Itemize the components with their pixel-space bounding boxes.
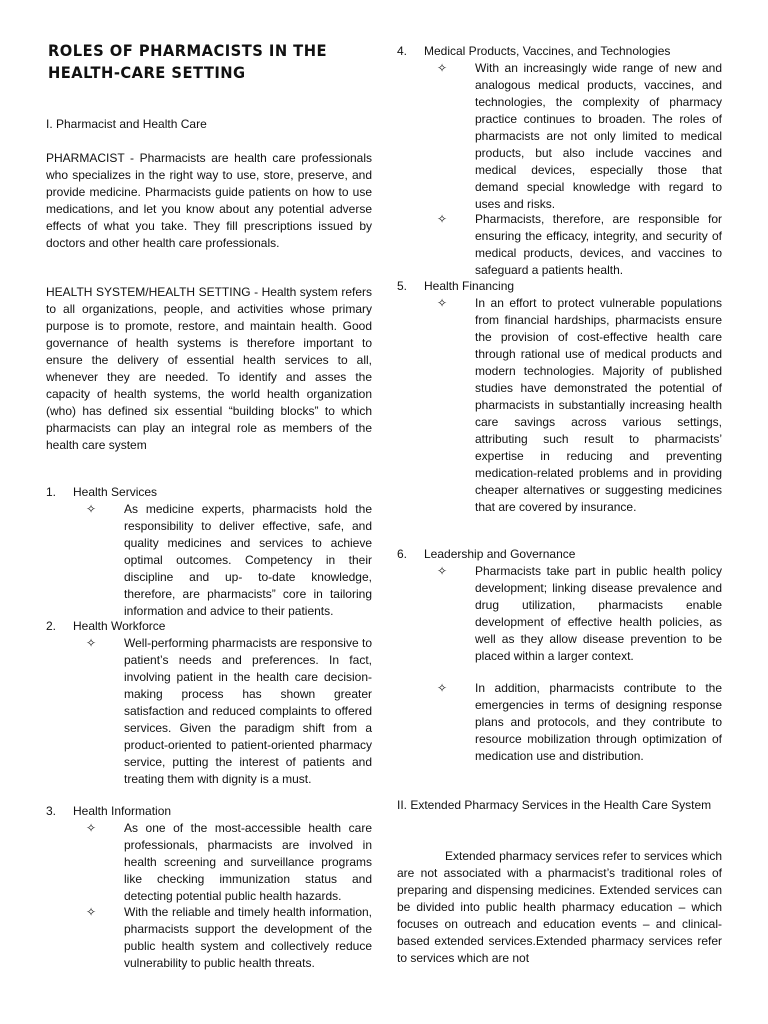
bullet-text: As medicine experts, pharmacists hold the responsibility to deliver effective, safe, and quality medicines and services to achieve optimal outcomes. Competency in their discipline and up- to-date knowledge, therefore, are pharmacists” core in tailoring information and advice to their patients. <box>124 502 372 618</box>
bullet-item <box>86 635 372 788</box>
bullet-item <box>437 60 722 213</box>
bullet-item <box>86 820 372 905</box>
star-bullet-icon: ✧ <box>437 564 448 578</box>
star-bullet-icon: ✧ <box>86 502 97 516</box>
bullet-item <box>86 904 372 972</box>
bullet-text: Well-performing pharmacists are responsive to patient’s needs and preferences. In fact, involving patient in the health care decision-making process has shown greater satisfaction and reduced complaints to offered services. Given the paradigm shift from a product-oriented to patient-oriented pharmacy service, putting the interest of patients and treating them with dignity is a must. <box>124 636 372 786</box>
pharmacist-definition: PHARMACIST - Pharmacists are health care professionals who specializes in the right way to use, store, preserve, and provide medicine. Pharmacists guide patients on how to use medications, and let you know about any potential adverse effects of what you take. They fill prescriptions issued by doctors and other health care professionals. <box>46 151 372 250</box>
section-heading: I. Pharmacist and Health Care <box>46 117 207 131</box>
bullet-text: With the reliable and timely health information, pharmacists support the development of the public health system and collectively reduce vulnerability to public health threats. <box>124 905 372 970</box>
extended-services-paragraph: Extended pharmacy services refer to services which are not associated with a pharmacist’s traditional roles of preparing and dispensing medicines. Extended services can be divided into public health pharmacy education – which focuses on outreach and education events – and clinical-based extended services.Extended pharmacy services refer to services which are not <box>397 849 722 965</box>
document-title: ROLES OF PHARMACISTS IN THE HEALTH-CARE SETTING <box>48 41 327 82</box>
bullet-text: Pharmacists, therefore, are responsible for ensuring the efficacy, integrity, and security of medical products, devices, and vaccines to safeguard a patients health. <box>475 212 722 277</box>
bullet-item <box>86 501 372 620</box>
list-number: 6. <box>397 547 408 561</box>
list-title: Health Workforce <box>73 619 166 633</box>
list-title: Health Information <box>73 804 172 818</box>
star-bullet-icon: ✧ <box>437 212 448 226</box>
star-bullet-icon: ✧ <box>86 636 97 650</box>
star-bullet-icon: ✧ <box>86 821 97 835</box>
bullet-text: With an increasingly wide range of new and analogous medical products, vaccines, and technologies, the complexity of pharmacy practice continues to broaden. The roles of pharmacists are not only limited to medical products, but also include vaccines and medical devices, especially those that demand special knowledge with regard to uses and risks. <box>475 61 722 211</box>
list-title: Leadership and Governance <box>424 547 576 561</box>
bullet-text: In an effort to protect vulnerable populations from financial hardships, pharmacists ensure the provision of cost-effective health care through rational use of medical products and modern technologies. Majority of published studies have demonstrated the potential of pharmacists in substantially increasing health care savings across various settings, attributing such result to pharmacists’ expertise in reducing and preventing medication-related problems and in providing cheaper alternatives or suggesting medicines that are covered by insurance. <box>475 296 722 514</box>
list-number: 5. <box>397 279 408 293</box>
list-number: 2. <box>46 619 57 633</box>
star-bullet-icon: ✧ <box>437 296 448 310</box>
bullet-item <box>437 680 722 765</box>
star-bullet-icon: ✧ <box>437 681 448 695</box>
star-bullet-icon: ✧ <box>86 905 97 919</box>
list-title: Health Financing <box>424 279 515 293</box>
list-title: Medical Products, Vaccines, and Technologies <box>424 44 671 58</box>
section-heading: II. Extended Pharmacy Services in the Health Care System <box>397 798 712 812</box>
bullet-item <box>437 211 722 279</box>
bullet-item <box>437 563 722 665</box>
health-system-definition: HEALTH SYSTEM/HEALTH SETTING - Health system refers to all organizations, people, and activities whose primary purpose is to promote, restore, and maintain health. Good governance of health systems is therefore important to ensure the delivery of essential health services to all, whenever they are needed. To identify and asses the capacity of health systems, the world health organization (who) has defined six essential “building blocks” to which pharmacists can play an integral role as members of the health care system <box>46 285 372 452</box>
bullet-text: Pharmacists take part in public health policy development; linking disease prevalence and drug utilization, pharmacists enable development of effective health policies, as well as they allow disease prevention to be placed within a larger context. <box>475 564 722 663</box>
bullet-item <box>437 295 722 516</box>
list-number: 4. <box>397 44 408 58</box>
list-title: Health Services <box>73 485 158 499</box>
bullet-text: As one of the most-accessible health care professionals, pharmacists are involved in health screening and surveillance programs like checking immunization status and detecting potential public health hazards. <box>124 821 372 903</box>
star-bullet-icon: ✧ <box>437 61 448 75</box>
list-number: 3. <box>46 804 57 818</box>
bullet-text: In addition, pharmacists contribute to the emergencies in terms of designing response plans and protocols, and they contribute to resource mobilization through optimization of medication use and distribution. <box>475 681 722 763</box>
list-number: 1. <box>46 485 57 499</box>
